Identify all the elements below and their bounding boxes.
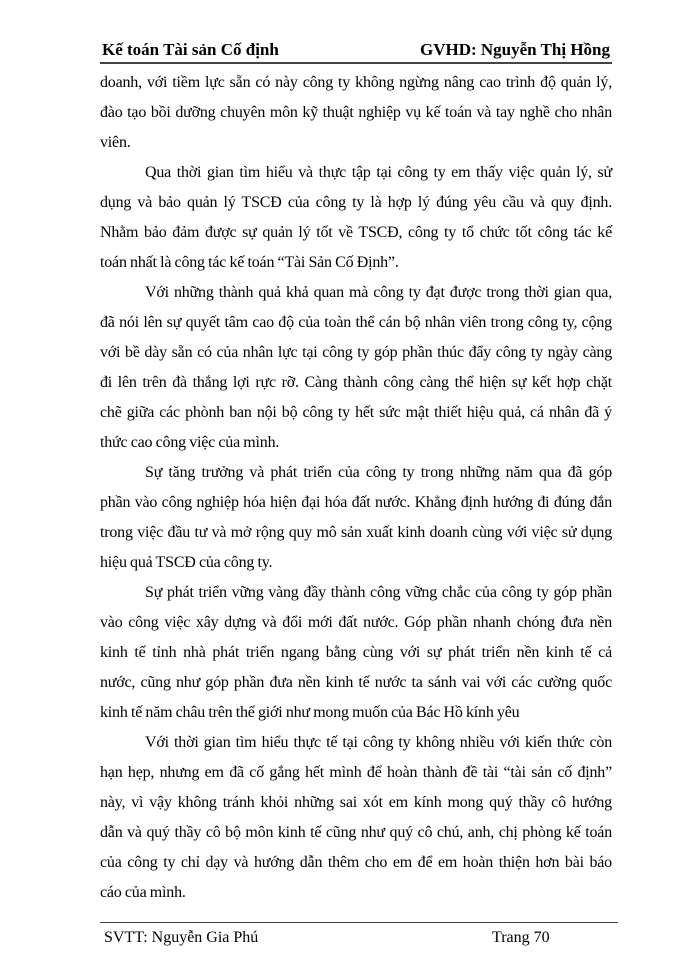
text-line: vào công việc xây dựng và đổi mới đất nước. Góp phần nhanh chóng đưa nền [100, 614, 612, 631]
text-line: dẫn và quý thầy cô bộ môn kinh tế cũng như quý cô chú, anh, chị phòng kế toán [100, 824, 612, 841]
text-line: doanh, với tiềm lực sẵn có này công ty không ngừng nâng cao trình độ quản lý, [100, 74, 612, 91]
text-line: nước, cũng như góp phần đưa nền kinh tế nước ta sánh vai với các cường quốc [100, 674, 612, 691]
page-footer [100, 922, 618, 963]
text-line: đào tạo bồi dưỡng chuyên môn kỹ thuật nghiệp vụ kế toán và tay nghề cho nhân [100, 104, 612, 121]
text-line: thức cao công việc của mình. [100, 434, 280, 451]
text-line: đã nói lên sự quyết tâm cao độ của toàn thể cán bộ nhân viên trong công ty, cộng [100, 314, 612, 331]
text-line: phần vào công nghiệp hóa hiện đại hóa đất nước. Khẳng định hướng đi đúng đắn [100, 494, 612, 511]
text-line: viên. [100, 134, 131, 151]
text-line: kinh tế tỉnh nhà phát triển ngang bằng cùng với sự phát triển nền kinh tế cả [100, 644, 612, 661]
header-title: Kế toán Tài sản Cố định [102, 40, 279, 59]
text-line: kinh tế năm châu trên thế giới như mong muốn của Bác Hồ kính yêu [100, 704, 520, 721]
footer-student: SVTT: Nguyễn Gia Phú [104, 929, 259, 946]
text-line: hạn hẹp, nhưng em đã cố gắng hết mình để hoàn thành đề tài “tài sản cố định” [100, 764, 612, 781]
paragraph [100, 68, 612, 158]
text-line: cáo của mình. [100, 884, 186, 901]
text-line: đi lên trên đà thắng lợi rực rỡ. Càng thành công càng thể hiện sự kết hợp chặt [100, 374, 612, 391]
text-line: toán nhất là công tác kế toán “Tài Sản Cố Định”. [100, 254, 399, 271]
text-line: Sự phát triển vững vàng đầy thành công vững chắc của công ty góp phần [145, 584, 612, 601]
page-number: Trang 70 [492, 929, 550, 946]
text-line: Sự tăng trưởng và phát triển của công ty trong những năm qua đã góp [145, 464, 612, 481]
text-line: Với thời gian tìm hiểu thực tế tại công ty không nhiều với kiến thức còn [145, 734, 612, 751]
paragraph [100, 158, 612, 278]
text-line: dụng và bảo quản lý TSCĐ của công ty là hợp lý đúng yêu cầu và quy định. [100, 194, 612, 211]
text-line: Nhằm bảo đảm được sự quản lý tốt về TSCĐ, công ty tổ chức tốt công tác kế [100, 224, 612, 241]
text-line: này, vì vậy không tránh khỏi những sai xót em kính mong quý thầy cô hướng [100, 794, 612, 811]
text-line: với bề dày sẵn có của nhân lực tại công ty góp phần thúc đẩy công ty ngày càng [100, 344, 612, 361]
text-line: hiệu quả TSCĐ của công ty. [100, 554, 273, 571]
text-line: của công ty chỉ dạy và hướng dẫn thêm cho em để em hoàn thiện hơn bài báo [100, 854, 612, 871]
text-line: Qua thời gian tìm hiểu và thực tập tại công ty em thấy việc quản lý, sử [145, 164, 612, 181]
document-body [100, 0, 612, 908]
paragraph [100, 458, 612, 578]
text-line: chẽ giữa các phònh ban nội bộ công ty hết sức mật thiết hiệu quả, cá nhân đã ý [100, 404, 612, 421]
paragraph [100, 728, 612, 908]
paragraph [100, 278, 612, 458]
text-line: Với những thành quả khả quan mà công ty đạt được trong thời gian qua, [145, 284, 612, 301]
header-instructor: GVHD: Nguyễn Thị Hồng [419, 40, 610, 59]
paragraph [100, 578, 612, 728]
text-line: trong việc đầu tư và mở rộng quy mô sản xuất kinh doanh cùng với việc sử dụng [100, 524, 612, 541]
